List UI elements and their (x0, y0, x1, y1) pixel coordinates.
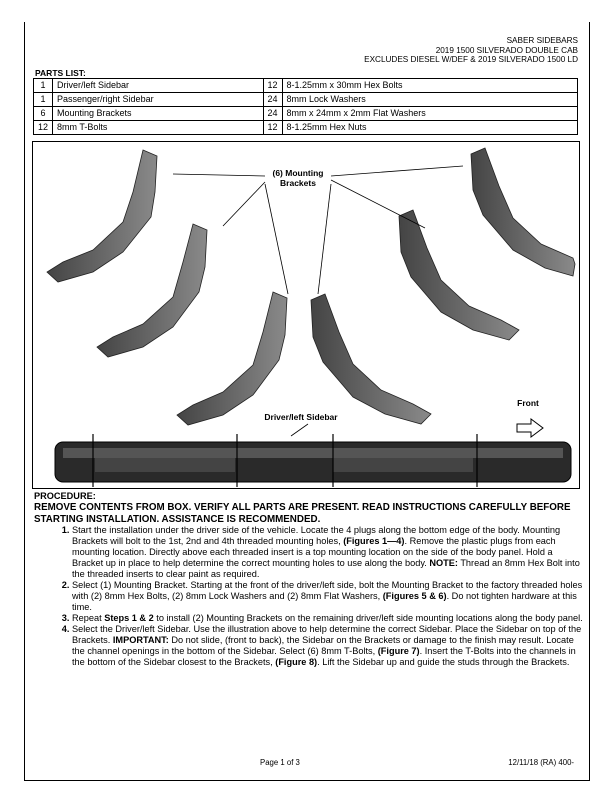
step-text-bold: (Figure 8) (275, 657, 318, 667)
parts-illustration (33, 142, 579, 488)
part-quantity: 12 (263, 121, 282, 135)
step-text: Select the Driver/left Sidebar. Use the illustration above to help determine the correct Sidebar. Place the Sidebar on top of the Brackets. (72, 624, 582, 645)
part-name: Mounting Brackets (53, 107, 263, 121)
step-3 (72, 613, 584, 624)
parts-figure (32, 141, 580, 489)
parts-row (34, 79, 578, 93)
step-text: Select (1) Mounting Bracket. Starting at the front of the driver/left side, bolt the Mounting Bracket to the factory threaded holes with (2) 8mm Hex Bolts, (2) 8mm Lock Washers and (2) 8mm Flat Washers, (72, 580, 583, 601)
step-text: Repeat (72, 613, 105, 623)
procedure-title: PROCEDURE: (34, 491, 96, 501)
part-quantity: 12 (34, 121, 53, 135)
driver-sidebar (55, 434, 571, 487)
step-text-bold: Steps 1 & 2 (104, 613, 154, 623)
step-2 (72, 580, 584, 613)
brackets-label-1: (6) Mounting (272, 168, 324, 178)
step-text: Start the installation under the driver side of the vehicle. Locate the 4 plugs along the bottom edge of the body. Mounting Brackets will bolt to the 1st, 2nd and 4th threaded mounting holes, (72, 525, 561, 546)
part-quantity: 1 (34, 79, 53, 93)
part-name: 8mm T-Bolts (53, 121, 263, 135)
document-header (364, 36, 578, 65)
procedure-steps (34, 525, 584, 668)
procedure-section (34, 491, 584, 668)
page-number: Page 1 of 3 (260, 758, 300, 767)
front-label: Front (517, 398, 539, 408)
document-code: 12/11/18 (RA) 400- (508, 758, 574, 767)
sidebar-label: Driver/left Sidebar (264, 412, 338, 422)
step-text: . Remove the plastic plugs from each mounting location. Directly above each threaded insert is a top mounting location on the side of the body panel. Hold a Bracket up in place to help determine the correct mounting holes to use along the body. (72, 536, 556, 568)
front-arrow-icon (517, 419, 543, 437)
procedure-warning: REMOVE CONTENTS FROM BOX. VERIFY ALL PARTS ARE PRESENT. READ INSTRUCTIONS CAREFULLY BEFORE STARTING INSTALLATION. ASSISTANCE IS RECOMMENDED. (34, 502, 571, 525)
part-name: 8-1.25mm x 30mm Hex Bolts (282, 79, 577, 93)
part-name: 8mm x 24mm x 2mm Flat Washers (282, 107, 577, 121)
step-text: Thread an 8mm Hex Bolt into the threaded inserts to clear paint as required. (72, 558, 580, 579)
parts-row (34, 107, 578, 121)
mounting-bracket (47, 148, 575, 425)
part-name: Passenger/right Sidebar (53, 93, 263, 107)
part-quantity: 1 (34, 93, 53, 107)
header-brand: SABER SIDEBARS (506, 36, 578, 45)
step-text: . Do not tighten hardware at this time. (72, 591, 577, 612)
step-text-bold: (Figures 5 & 6) (382, 591, 447, 601)
step-text-bold: NOTE: (429, 558, 458, 568)
step-text: Do not slide, (front to back), the Sidebar on the Brackets or damage to the finish may result. Locate the channel openings in the bottom of the Sidebar. Select (6) 8mm T-Bolts, (72, 635, 574, 656)
step-1 (72, 525, 584, 580)
step-4 (72, 624, 584, 668)
part-quantity: 24 (263, 93, 282, 107)
part-name: 8mm Lock Washers (282, 93, 577, 107)
step-text: to install (2) Mounting Brackets on the remaining driver/left side mounting locations along the body panel. (153, 613, 583, 623)
header-exclusions: EXCLUDES DIESEL W/DEF & 2019 SILVERADO 1500 LD (364, 55, 578, 64)
parts-table (33, 78, 578, 135)
parts-row (34, 93, 578, 107)
step-text: . Lift the Sidebar up and guide the studs through the Brackets. (317, 657, 570, 667)
step-text-bold: (Figures 1—4) (343, 536, 405, 546)
parts-row (34, 121, 578, 135)
parts-list-title: PARTS LIST: (35, 68, 86, 78)
step-text-bold: (Figure 7) (377, 646, 420, 656)
brackets-label-2: Brackets (280, 178, 316, 188)
step-text-bold: IMPORTANT: (112, 635, 169, 645)
part-name: Driver/left Sidebar (53, 79, 263, 93)
part-quantity: 12 (263, 79, 282, 93)
part-quantity: 6 (34, 107, 53, 121)
part-name: 8-1.25mm Hex Nuts (282, 121, 577, 135)
part-quantity: 24 (263, 107, 282, 121)
step-text: . Insert the T-Bolts into the channels in the bottom of the Sidebar closest to the Brackets, (72, 646, 576, 667)
header-vehicle: 2019 1500 SILVERADO DOUBLE CAB (435, 45, 578, 55)
